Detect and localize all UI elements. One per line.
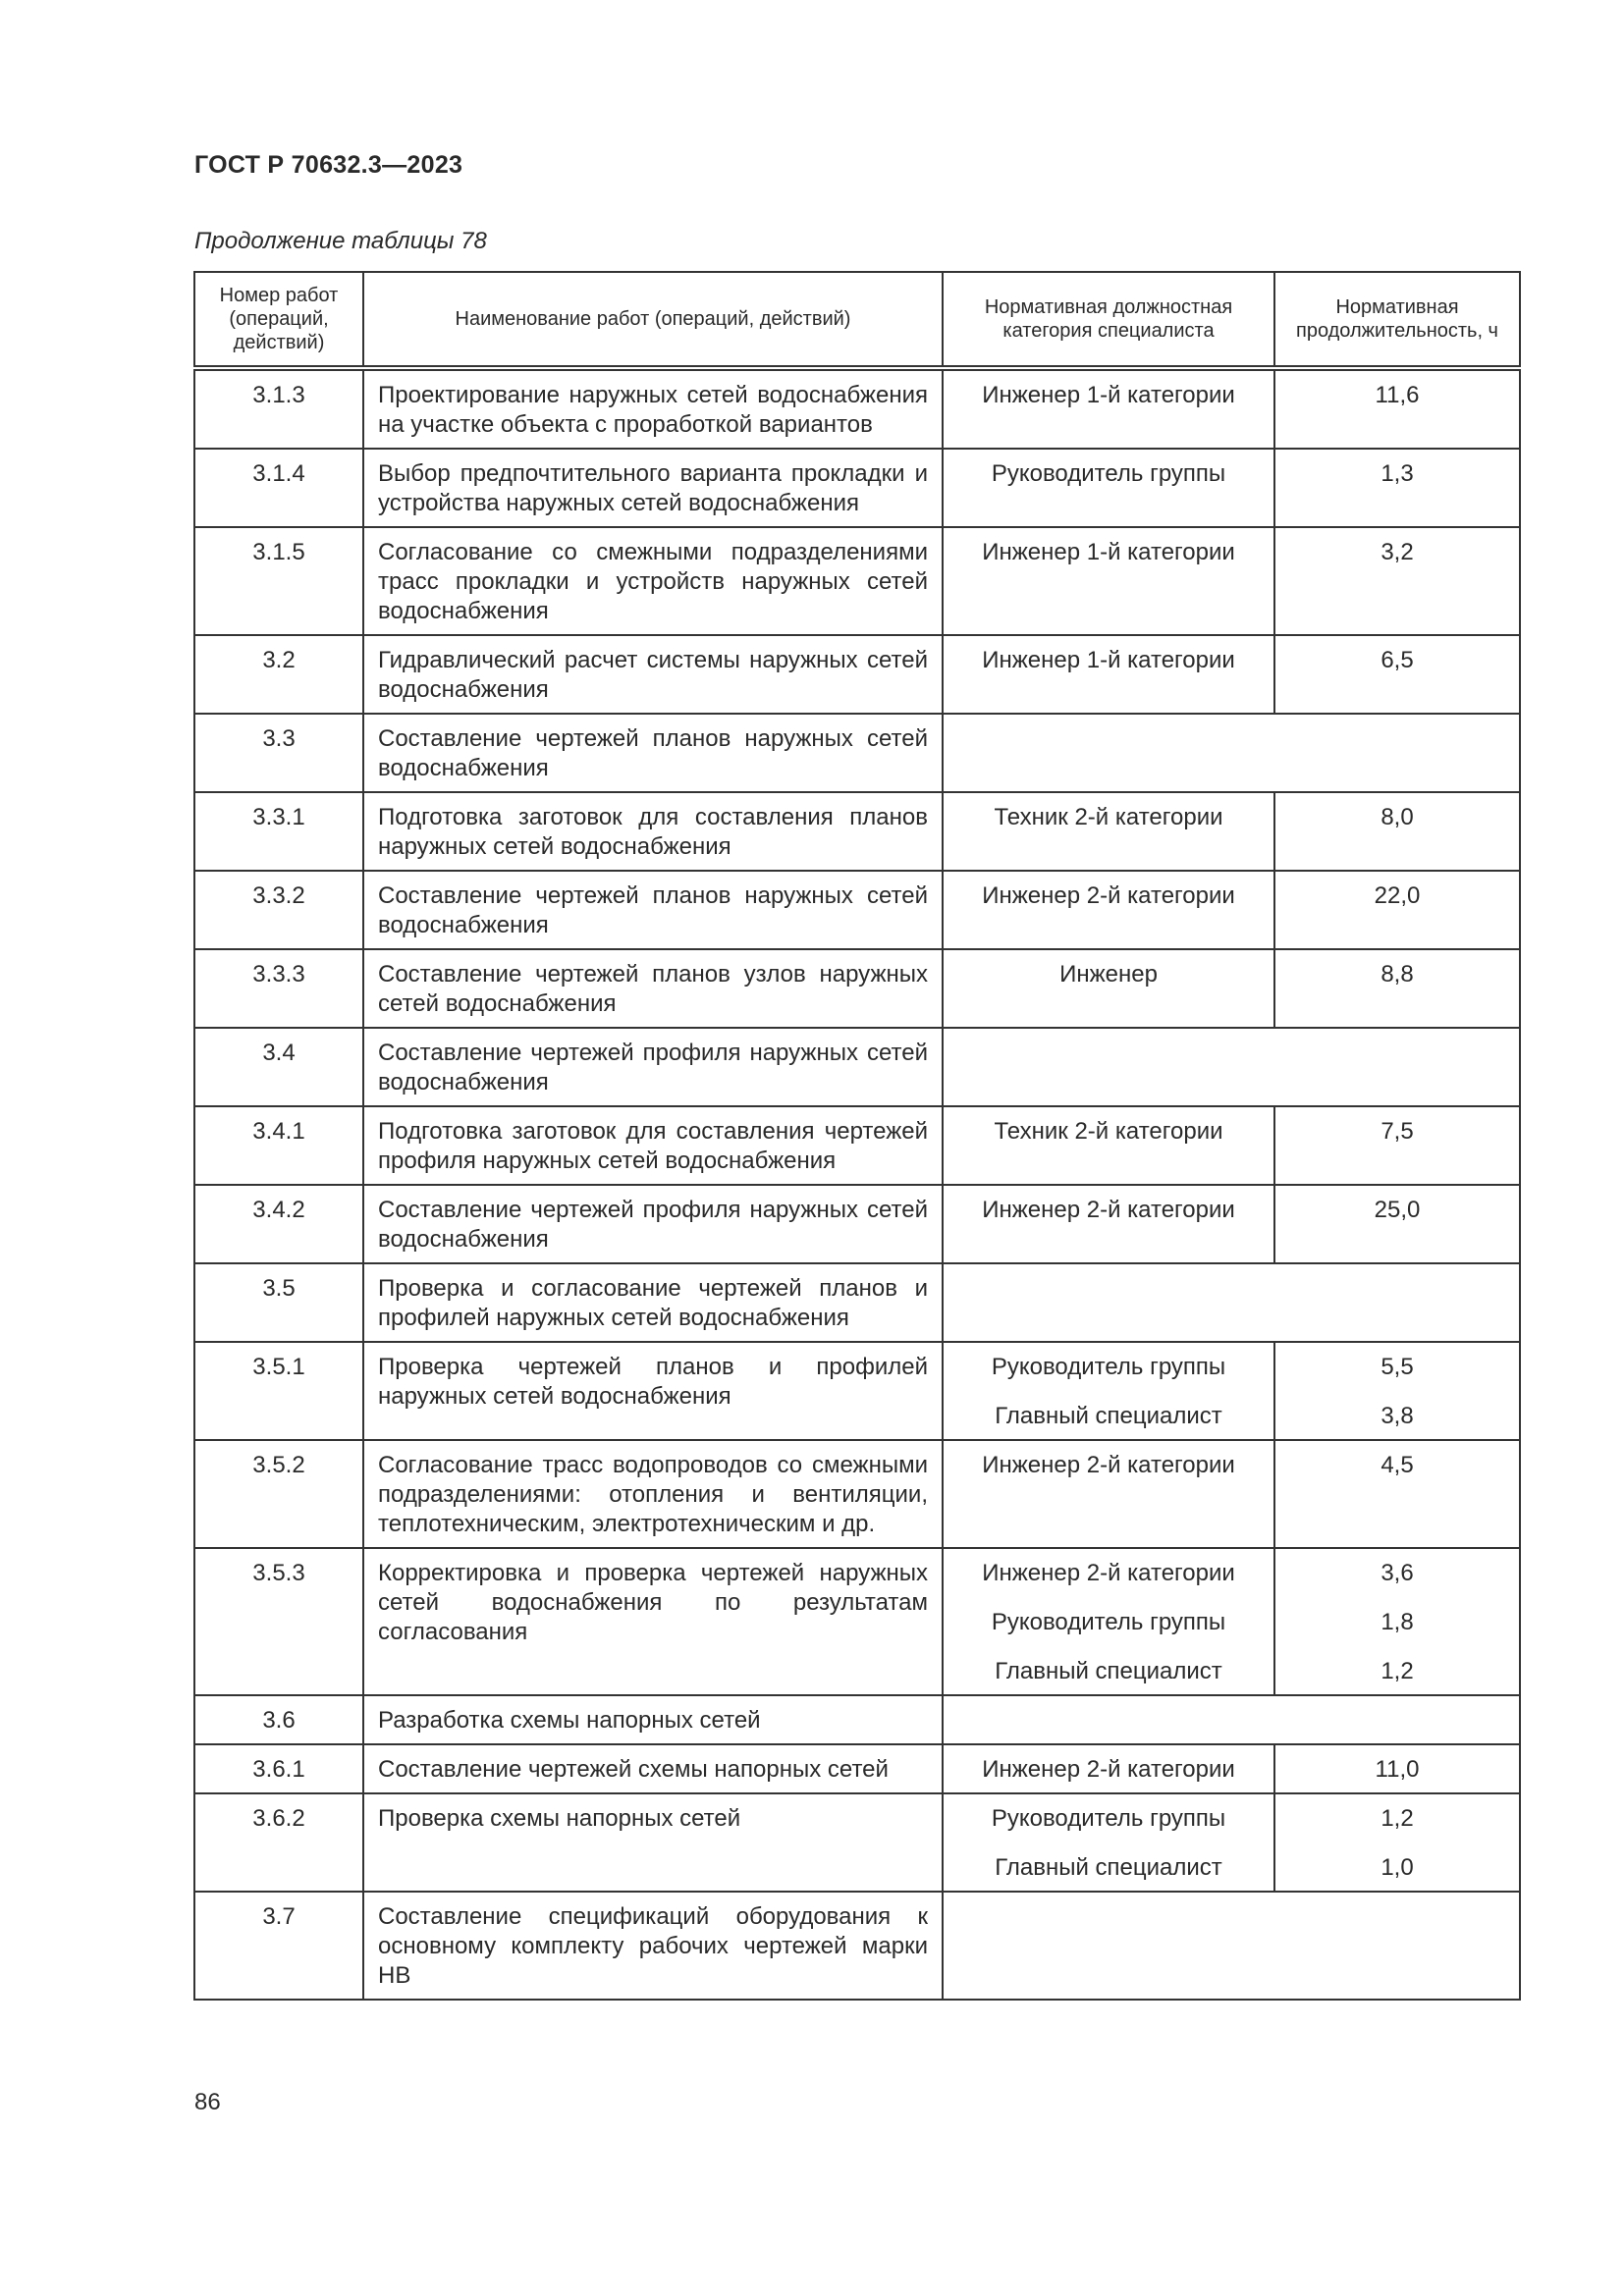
column-header-role: Нормативная должностная категория специалиста bbox=[943, 272, 1274, 368]
table-row bbox=[194, 449, 1520, 527]
duration-cell bbox=[1274, 1744, 1520, 1793]
work-name-cell: Подготовка заготовок для составления чертежей профиля наружных сетей водоснабжения bbox=[363, 1106, 943, 1185]
role-label: Инженер 2-й категории bbox=[982, 1756, 1235, 1783]
role-cell bbox=[943, 1440, 1274, 1548]
work-name-cell: Составление чертежей планов наружных сетей водоснабжения bbox=[363, 871, 943, 949]
duration-value: 3,2 bbox=[1380, 539, 1414, 565]
empty-merged-cell bbox=[943, 1695, 1520, 1744]
work-name-cell: Проверка схемы напорных сетей bbox=[363, 1793, 943, 1892]
duration-value: 25,0 bbox=[1374, 1197, 1421, 1223]
table-row bbox=[194, 1342, 1520, 1440]
role-label: Главный специалист bbox=[995, 1658, 1222, 1684]
work-name-cell: Проверка и согласование чертежей планов и профилей наружных сетей водоснабжения bbox=[363, 1263, 943, 1342]
column-header-name: Наименование работ (операций, действий) bbox=[363, 272, 943, 368]
page-number: 86 bbox=[194, 2089, 221, 2115]
role-label: Инженер 1-й категории bbox=[982, 382, 1235, 408]
work-number-cell: 3.6.2 bbox=[194, 1793, 363, 1892]
empty-merged-cell bbox=[943, 1892, 1520, 2000]
duration-value: 4,5 bbox=[1380, 1452, 1414, 1478]
work-number-cell: 3.6 bbox=[194, 1695, 363, 1744]
duration-cell bbox=[1274, 871, 1520, 949]
duration-value: 7,5 bbox=[1380, 1118, 1414, 1145]
duration-cell bbox=[1274, 949, 1520, 1028]
work-name-cell: Составление чертежей планов наружных сетей водоснабжения bbox=[363, 714, 943, 792]
role-label: Инженер 1-й категории bbox=[982, 647, 1235, 673]
table-row bbox=[194, 1548, 1520, 1695]
work-name-cell: Составление чертежей профиля наружных сетей водоснабжения bbox=[363, 1028, 943, 1106]
duration-cell bbox=[1274, 368, 1520, 449]
duration-cell bbox=[1274, 1342, 1520, 1440]
work-number-cell: 3.3 bbox=[194, 714, 363, 792]
duration-value: 3,6 bbox=[1380, 1560, 1414, 1586]
work-number-cell: 3.3.3 bbox=[194, 949, 363, 1028]
work-number-cell: 3.3.2 bbox=[194, 871, 363, 949]
work-number-cell: 3.7 bbox=[194, 1892, 363, 2000]
empty-merged-cell bbox=[943, 1028, 1520, 1106]
work-number-cell: 3.1.3 bbox=[194, 368, 363, 449]
role-cell bbox=[943, 949, 1274, 1028]
role-cell bbox=[943, 449, 1274, 527]
role-cell bbox=[943, 368, 1274, 449]
table-row bbox=[194, 368, 1520, 449]
role-label: Инженер 2-й категории bbox=[982, 1560, 1235, 1586]
work-number-cell: 3.6.1 bbox=[194, 1744, 363, 1793]
role-label: Руководитель группы bbox=[991, 1609, 1226, 1635]
work-name-cell: Проверка чертежей планов и профилей наружных сетей водоснабжения bbox=[363, 1342, 943, 1440]
duration-cell bbox=[1274, 635, 1520, 714]
role-label: Главный специалист bbox=[995, 1403, 1222, 1429]
role-label: Руководитель группы bbox=[991, 1805, 1226, 1832]
work-number-cell: 3.5.1 bbox=[194, 1342, 363, 1440]
table-row bbox=[194, 1185, 1520, 1263]
work-number-cell: 3.1.5 bbox=[194, 527, 363, 635]
work-name-cell: Проектирование наружных сетей водоснабжения на участке объекта с проработкой вариантов bbox=[363, 368, 943, 449]
role-label: Техник 2-й категории bbox=[994, 1118, 1223, 1145]
duration-value: 1,8 bbox=[1380, 1609, 1414, 1635]
document-code: ГОСТ Р 70632.3—2023 bbox=[194, 151, 463, 179]
table-row bbox=[194, 1440, 1520, 1548]
role-label: Инженер 1-й категории bbox=[982, 539, 1235, 565]
duration-cell bbox=[1274, 1548, 1520, 1695]
role-cell bbox=[943, 1106, 1274, 1185]
duration-value: 5,5 bbox=[1380, 1354, 1414, 1380]
duration-value: 11,6 bbox=[1375, 382, 1420, 408]
table-row bbox=[194, 871, 1520, 949]
duration-cell bbox=[1274, 1440, 1520, 1548]
duration-value: 22,0 bbox=[1374, 882, 1421, 909]
work-name-cell: Составление чертежей профиля наружных сетей водоснабжения bbox=[363, 1185, 943, 1263]
column-header-duration: Нормативная продолжительность, ч bbox=[1274, 272, 1520, 368]
table-row bbox=[194, 635, 1520, 714]
role-label: Руководитель группы bbox=[991, 460, 1226, 487]
work-name-cell: Подготовка заготовок для составления планов наружных сетей водоснабжения bbox=[363, 792, 943, 871]
role-cell bbox=[943, 1744, 1274, 1793]
table-row bbox=[194, 1793, 1520, 1892]
table-row bbox=[194, 1028, 1520, 1106]
duration-cell bbox=[1274, 1185, 1520, 1263]
role-label: Техник 2-й категории bbox=[994, 804, 1223, 830]
work-number-cell: 3.2 bbox=[194, 635, 363, 714]
table-row bbox=[194, 1263, 1520, 1342]
duration-value: 1,2 bbox=[1380, 1658, 1414, 1684]
table-row bbox=[194, 949, 1520, 1028]
work-number-cell: 3.5.3 bbox=[194, 1548, 363, 1695]
role-cell bbox=[943, 871, 1274, 949]
duration-cell bbox=[1274, 1793, 1520, 1892]
table-caption: Продолжение таблицы 78 bbox=[194, 228, 487, 254]
role-label: Инженер 2-й категории bbox=[982, 1452, 1235, 1478]
work-name-cell: Составление чертежей планов узлов наружных сетей водоснабжения bbox=[363, 949, 943, 1028]
table-row bbox=[194, 1892, 1520, 2000]
role-label: Инженер bbox=[1059, 961, 1158, 988]
table-row bbox=[194, 1695, 1520, 1744]
table-row bbox=[194, 792, 1520, 871]
duration-value: 1,3 bbox=[1380, 460, 1414, 487]
role-label: Инженер 2-й категории bbox=[982, 1197, 1235, 1223]
work-name-cell: Составление чертежей схемы напорных сетей bbox=[363, 1744, 943, 1793]
duration-cell bbox=[1274, 527, 1520, 635]
role-cell bbox=[943, 1548, 1274, 1695]
role-label: Инженер 2-й категории bbox=[982, 882, 1235, 909]
duration-value: 1,2 bbox=[1380, 1805, 1414, 1832]
role-cell bbox=[943, 792, 1274, 871]
empty-merged-cell bbox=[943, 714, 1520, 792]
role-cell bbox=[943, 635, 1274, 714]
table-row bbox=[194, 1744, 1520, 1793]
table-row bbox=[194, 714, 1520, 792]
role-label: Главный специалист bbox=[995, 1854, 1222, 1881]
work-number-cell: 3.5 bbox=[194, 1263, 363, 1342]
role-cell bbox=[943, 1185, 1274, 1263]
table-row bbox=[194, 1106, 1520, 1185]
norms-table bbox=[193, 271, 1521, 2001]
table-header-row bbox=[194, 272, 1520, 368]
work-name-cell: Согласование со смежными подразделениями трасс прокладки и устройств наружных сетей водоснабжения bbox=[363, 527, 943, 635]
role-cell bbox=[943, 1342, 1274, 1440]
work-name-cell: Корректировка и проверка чертежей наружных сетей водоснабжения по результатам согласования bbox=[363, 1548, 943, 1695]
work-number-cell: 3.4 bbox=[194, 1028, 363, 1106]
role-label: Руководитель группы bbox=[991, 1354, 1226, 1380]
duration-value: 8,8 bbox=[1380, 961, 1414, 988]
table-row bbox=[194, 527, 1520, 635]
work-name-cell: Выбор предпочтительного варианта прокладки и устройства наружных сетей водоснабжения bbox=[363, 449, 943, 527]
work-number-cell: 3.4.1 bbox=[194, 1106, 363, 1185]
work-number-cell: 3.5.2 bbox=[194, 1440, 363, 1548]
work-name-cell: Согласование трасс водопроводов со смежными подразделениями: отопления и вентиляции, теплотехническим, электротехническим и др. bbox=[363, 1440, 943, 1548]
column-header-number: Номер работ (операций, действий) bbox=[194, 272, 363, 368]
duration-value: 3,8 bbox=[1380, 1403, 1414, 1429]
duration-value: 1,0 bbox=[1380, 1854, 1414, 1881]
work-number-cell: 3.3.1 bbox=[194, 792, 363, 871]
role-cell bbox=[943, 527, 1274, 635]
duration-value: 8,0 bbox=[1380, 804, 1414, 830]
duration-cell bbox=[1274, 449, 1520, 527]
work-name-cell: Гидравлический расчет системы наружных сетей водоснабжения bbox=[363, 635, 943, 714]
work-name-cell: Разработка схемы напорных сетей bbox=[363, 1695, 943, 1744]
work-name-cell: Составление спецификаций оборудования к основному комплекту рабочих чертежей марки НВ bbox=[363, 1892, 943, 2000]
work-number-cell: 3.1.4 bbox=[194, 449, 363, 527]
empty-merged-cell bbox=[943, 1263, 1520, 1342]
role-cell bbox=[943, 1793, 1274, 1892]
duration-value: 11,0 bbox=[1375, 1756, 1420, 1783]
work-number-cell: 3.4.2 bbox=[194, 1185, 363, 1263]
duration-value: 6,5 bbox=[1380, 647, 1414, 673]
duration-cell bbox=[1274, 792, 1520, 871]
duration-cell bbox=[1274, 1106, 1520, 1185]
